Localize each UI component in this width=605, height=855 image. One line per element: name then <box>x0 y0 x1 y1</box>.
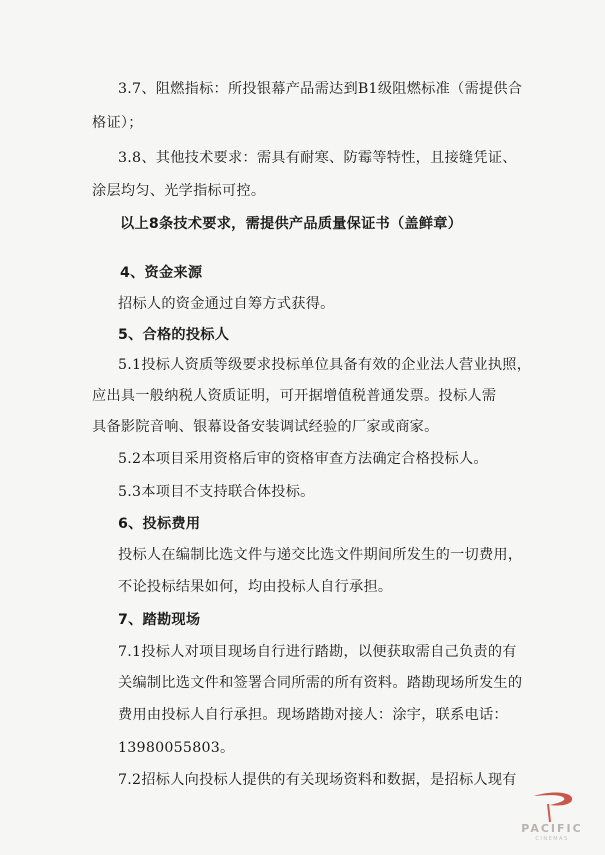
logo-sub-text: CINEMAS <box>535 836 569 842</box>
text-line-7-2: 7.2招标人向投标人提供的有关现场资料和数据，是招标人现有 <box>118 772 517 788</box>
tech-requirements-note: 以上8条技术要求，需提供产品质量保证书（盖鲜章） <box>120 216 463 232</box>
text-line-5-1-cont-b: 具备影院音响、银幕设备安装调试经验的厂家或商家。 <box>92 419 439 435</box>
section-heading-5: 5、合格的投标人 <box>118 327 230 343</box>
text-line-5-1: 5.1投标人资质等级要求投标单位具备有效的企业法人营业执照， <box>118 357 532 373</box>
logo-brand-text: PACIFIC <box>521 822 583 835</box>
text-line-7-1-cont-b: 费用由投标人自行承担。现场踏勘对接人：涂宇，联系电话： <box>118 707 508 723</box>
section-heading-4: 4、资金来源 <box>120 265 203 281</box>
text-line-fees: 投标人在编制比选文件与递交比选文件期间所发生的一切费用， <box>118 547 523 563</box>
text-line-5-2: 5.2本项目采用资格后审的资格审查方法确定合格投标人。 <box>118 451 488 467</box>
section-heading-7: 7、踏勘现场 <box>118 612 201 628</box>
text-line-3-7: 3.7、阻燃指标：所投银幕产品需达到B1级阻燃标准（需提供合 <box>118 81 523 97</box>
text-line-fees-cont: 不论投标结果如何，均由投标人自行承担。 <box>118 579 393 595</box>
text-line-3-8: 3.8、其他技术要求：需具有耐寒、防霉等特性，且接缝凭证、 <box>118 150 517 166</box>
text-line-5-3: 5.3本项目不支持联合体投标。 <box>118 484 315 500</box>
text-line-funding: 招标人的资金通过自筹方式获得。 <box>118 296 335 312</box>
text-line-7-1: 7.1投标人对项目现场自行进行踏勘，以便获取需自己负责的有 <box>118 644 517 660</box>
text-line-phone: 13980055803。 <box>118 740 235 756</box>
text-line-3-7-cont: 格证）； <box>92 115 143 131</box>
logo-swoosh-icon <box>512 788 592 824</box>
text-line-7-1-cont-a: 关编制比选文件和签署合同所需的所有资料。踏勘现场所发生的 <box>118 675 523 691</box>
text-line-3-8-cont: 涂层均匀、光学指标可控。 <box>92 183 266 199</box>
text-line-5-1-cont-a: 应出具一般纳税人资质证明，可开据增值税普通发票。投标人需 <box>92 388 497 404</box>
section-heading-6: 6、投标费用 <box>118 516 201 532</box>
pacific-cinemas-logo <box>512 788 592 848</box>
